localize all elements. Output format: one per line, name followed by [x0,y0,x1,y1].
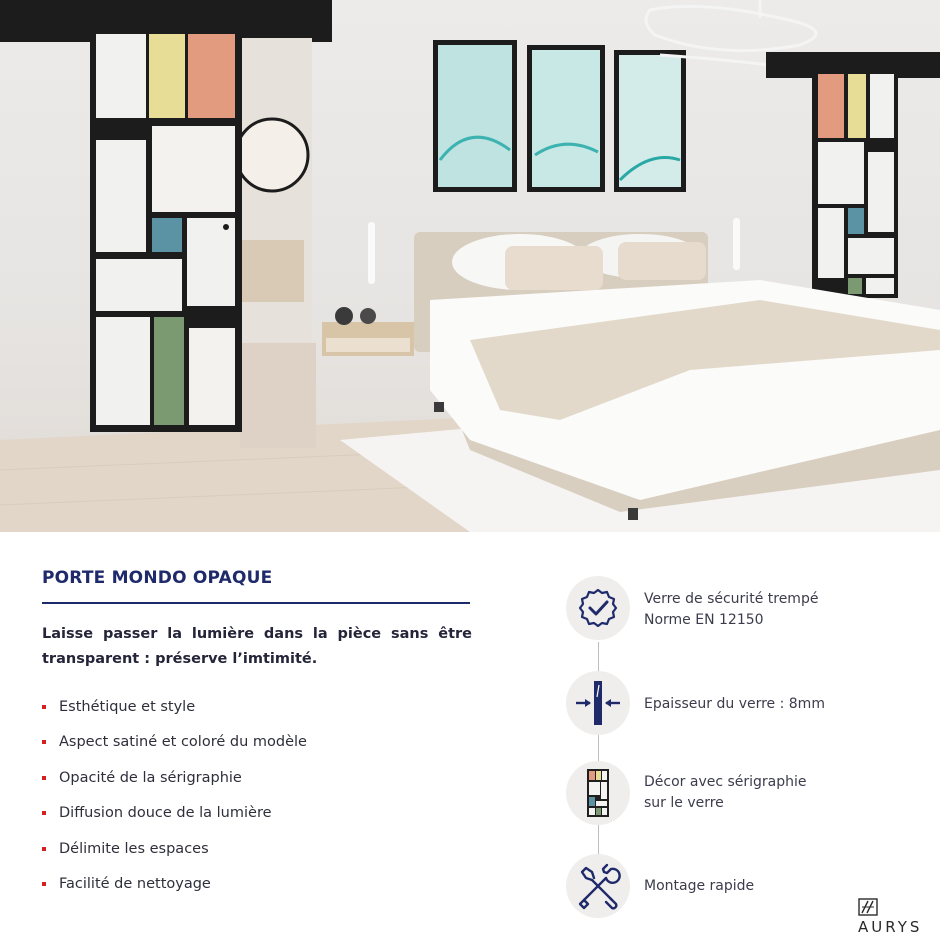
aurys-logo-icon [858,898,878,916]
bullet-icon [42,740,46,744]
list-item: Délimite les espaces [42,834,307,869]
benefit-list [42,692,307,904]
floating-nightstand [322,307,414,356]
title-underline [42,602,470,604]
feature-icon-circle [566,761,630,825]
wall-paintings [433,40,686,192]
list-item: Facilité de nettoyage [42,869,307,904]
bullet-icon [42,882,46,886]
bullet-icon [42,705,46,709]
mondo-door-right [812,70,898,298]
bullet-icon [42,847,46,851]
feature-icon-circle [566,671,630,735]
product-title: PORTE MONDO OPAQUE [42,568,273,588]
feature-icon-circle [566,576,630,640]
list-item: Diffusion douce de la lumière [42,798,307,833]
bullet-icon [42,776,46,780]
bullet-icon [42,811,46,815]
brand-name: AURYS [858,918,923,936]
check-badge-icon [566,576,630,640]
round-mirror [236,119,308,191]
feature-text-decor: Décor avec sérigraphie sur le verre [644,774,807,811]
wall-lamp-right [733,218,740,270]
feature-text-assembly: Montage rapide [644,878,755,894]
product-intro: Laisse passer la lumière dans la pièce sans être transparent : préserve l’imtimité. [42,626,472,667]
list-item: Opacité de la sérigraphie [42,763,307,798]
feature-icon-circle [566,854,630,918]
mondo-door-left [90,30,242,432]
glass-thickness-icon [566,671,630,735]
feature-text-thickness: Epaisseur du verre : 8mm [644,696,825,712]
wall-lamp-left [368,222,375,284]
serigraphy-decor-icon [566,761,630,825]
feature-text-safety: Verre de sécurité trempé Norme EN 12150 [644,591,819,628]
list-item: Esthétique et style [42,692,307,727]
tools-icon [566,854,630,918]
list-item: Aspect satiné et coloré du modèle [42,727,307,762]
